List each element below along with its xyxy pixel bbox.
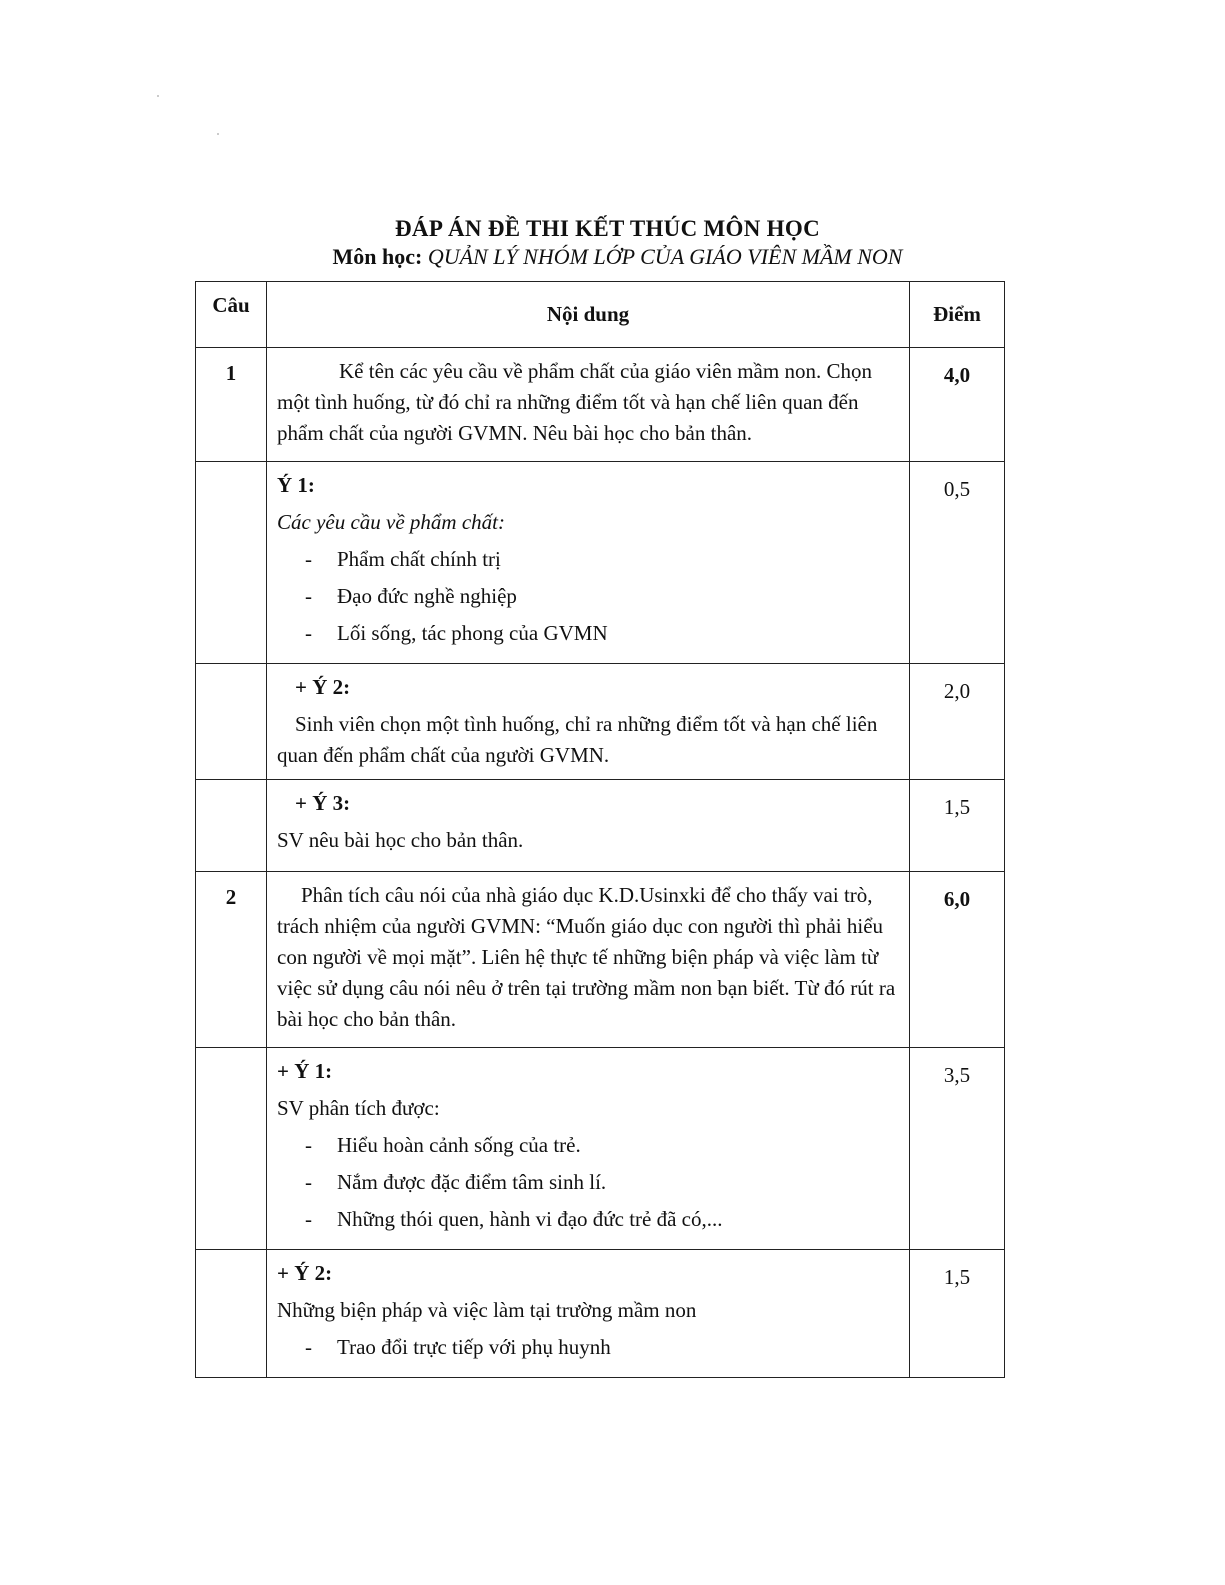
table-header-row: [196, 282, 1005, 348]
question-cell: [267, 348, 910, 462]
point-score: 1,5: [910, 780, 1005, 872]
point-heading: + Ý 2:: [277, 1261, 333, 1285]
point-heading: + Ý 1:: [277, 1059, 333, 1083]
point-list: [277, 1130, 899, 1235]
empty-cell: [196, 1048, 267, 1250]
list-item: - Hiểu hoàn cảnh sống của trẻ.: [305, 1130, 899, 1161]
list-item: - Phẩm chất chính trị: [305, 544, 899, 575]
document-header: [0, 216, 1225, 270]
question-number: 1: [196, 348, 267, 462]
table-row: [196, 1250, 1005, 1378]
table-row: [196, 462, 1005, 664]
point-score: 2,0: [910, 664, 1005, 780]
question-score: 4,0: [910, 348, 1005, 462]
point-heading: + Ý 3:: [295, 791, 351, 815]
subject-name: QUẢN LÝ NHÓM LỚP CỦA GIÁO VIÊN MẦM NON: [427, 244, 903, 269]
point-text: SV nêu bài học cho bản thân.: [277, 828, 524, 852]
list-item: - Những thói quen, hành vi đạo đức trẻ đã có,...: [305, 1204, 899, 1235]
question-text: Phân tích câu nói của nhà giáo dục K.D.Usinxki để cho thấy vai trò, trách nhiệm của người GVMN: “Muốn giáo dục con người thì phải hiểu con người về mọi mặt”. Liên hệ thực tế những biện pháp và việc làm từ việc sử dụng câu nói nêu ở trên tại trường mầm non bạn biết. Từ đó rút ra bài học cho bản thân.: [277, 883, 896, 1031]
point-intro: SV phân tích được:: [277, 1096, 440, 1120]
question-number: 2: [196, 872, 267, 1048]
answer-table: [195, 281, 1005, 1378]
list-item: - Nắm được đặc điểm tâm sinh lí.: [305, 1167, 899, 1198]
empty-cell: [196, 780, 267, 872]
point-heading: + Ý 2:: [295, 675, 351, 699]
table-row: [196, 872, 1005, 1048]
list-item: - Lối sống, tác phong của GVMN: [305, 618, 899, 649]
document-title: ĐÁP ÁN ĐỀ THI KẾT THÚC MÔN HỌC: [395, 216, 820, 241]
table-row: [196, 780, 1005, 872]
header-score: Điểm: [910, 282, 1005, 348]
scan-speck: [157, 95, 159, 97]
question-text: Kể tên các yêu cầu về phẩm chất của giáo viên mầm non. Chọn một tình huống, từ đó chỉ ra những điểm tốt và hạn chế liên quan đến phẩm chất của người GVMN. Nêu bài học cho bản thân.: [277, 359, 872, 445]
question-score: 6,0: [910, 872, 1005, 1048]
point-score: 0,5: [910, 462, 1005, 664]
point-score: 3,5: [910, 1048, 1005, 1250]
answer-cell: [267, 462, 910, 664]
answer-cell: [267, 664, 910, 780]
answer-cell: [267, 1250, 910, 1378]
table-row: [196, 348, 1005, 462]
table-row: [196, 664, 1005, 780]
list-item: - Đạo đức nghề nghiệp: [305, 581, 899, 612]
point-text: Sinh viên chọn một tình huống, chỉ ra những điểm tốt và hạn chế liên quan đến phẩm chất của người GVMN.: [277, 712, 878, 767]
answer-cell: [267, 780, 910, 872]
header-cau: Câu: [196, 282, 267, 348]
question-cell: [267, 872, 910, 1048]
header-content: Nội dung: [267, 282, 910, 348]
point-score: 1,5: [910, 1250, 1005, 1378]
list-item: - Trao đổi trực tiếp với phụ huynh: [305, 1332, 899, 1363]
point-list: [277, 1332, 899, 1363]
empty-cell: [196, 664, 267, 780]
empty-cell: [196, 462, 267, 664]
scan-speck: [217, 133, 219, 135]
subject-label: Môn học:: [332, 244, 423, 269]
table-row: [196, 1048, 1005, 1250]
point-heading: Ý 1:: [277, 473, 315, 497]
point-list: [277, 544, 899, 649]
answer-cell: [267, 1048, 910, 1250]
subject-line: [10, 244, 1225, 270]
point-intro: Các yêu cầu về phẩm chất:: [277, 510, 505, 534]
point-intro: Những biện pháp và việc làm tại trường mầm non: [277, 1298, 697, 1322]
empty-cell: [196, 1250, 267, 1378]
